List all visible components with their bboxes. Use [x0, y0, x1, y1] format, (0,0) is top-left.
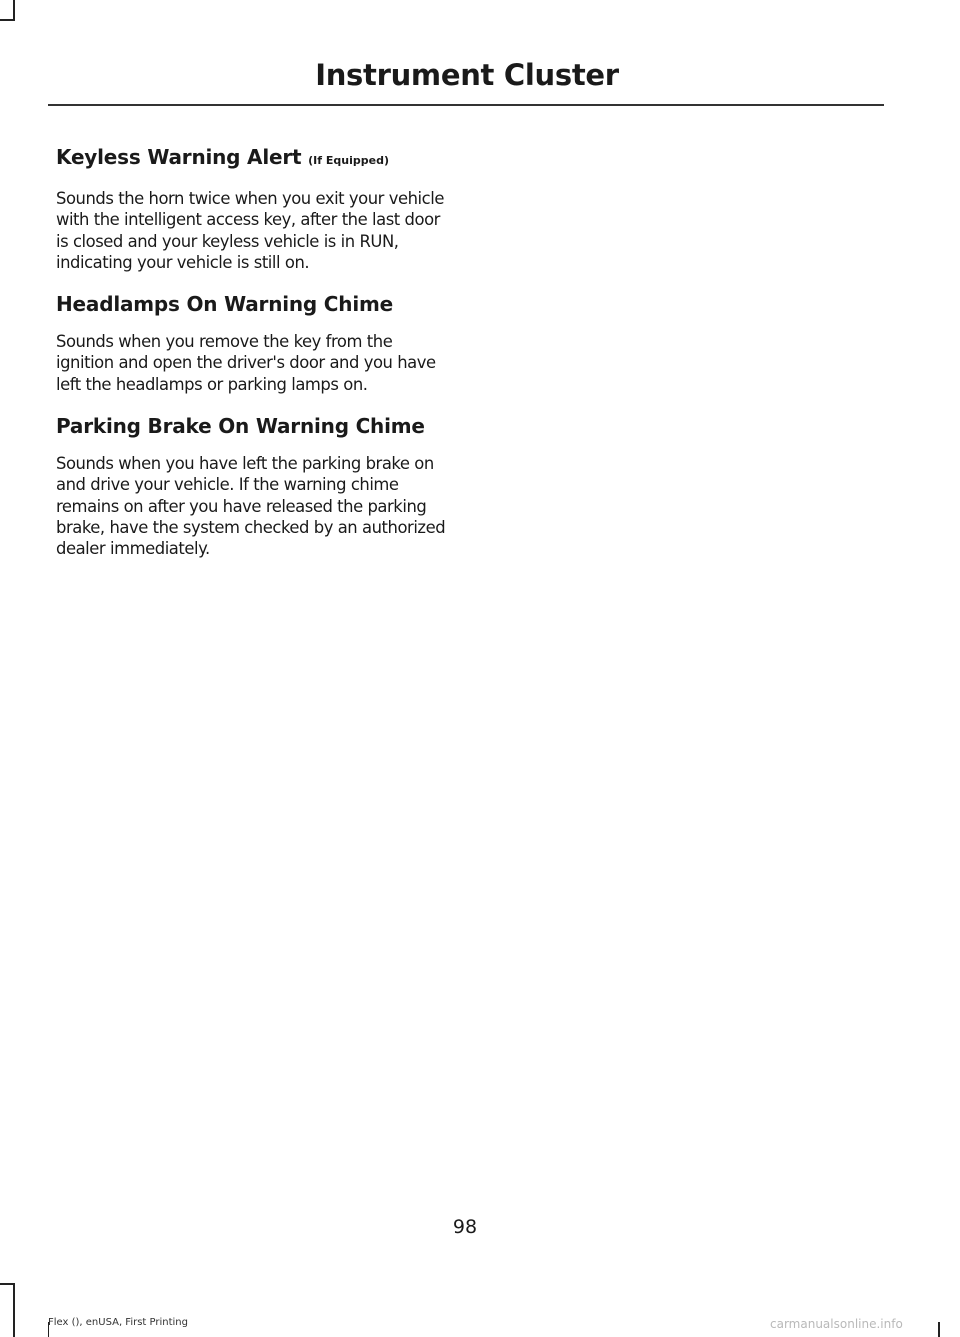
section-heading: Parking Brake On Warning Chime	[56, 414, 425, 439]
crop-mark-bottom-right-vertical	[938, 1322, 940, 1337]
section-heading: Headlamps On Warning Chime	[56, 292, 393, 317]
crop-mark-top-left-horizontal	[0, 19, 15, 21]
section-heading-text: Keyless Warning Alert	[56, 145, 302, 169]
crop-mark-bottom-left-horizontal	[0, 1283, 15, 1285]
crop-mark-bottom-left-vertical	[13, 1283, 15, 1337]
section-parking-brake-on-warning-chime	[56, 411, 448, 559]
page-number: 98	[452, 1216, 478, 1238]
edition-footer: Flex (), enUSA, First Printing	[48, 1317, 188, 1328]
crop-mark-top-left-vertical	[13, 0, 15, 20]
page-title: Instrument Cluster	[315, 58, 619, 92]
section-keyless-warning-alert	[56, 142, 448, 273]
section-heading	[56, 142, 448, 176]
header-divider	[48, 104, 884, 106]
section-heading-qualifier: (If Equipped)	[308, 154, 389, 167]
section-body: Sounds the horn twice when you exit your vehicle with the intelligent access key, after the last door is closed and your keyless vehicle is in RUN, indicating your vehicle is still on.	[56, 189, 444, 272]
section-headlamps-on-warning-chime	[56, 289, 448, 395]
section-body: Sounds when you have left the parking brake on and drive your vehicle. If the warning chime remains on after you have released the parking brake, have the system checked by an authorized dealer immediately.	[56, 454, 446, 559]
watermark: carmanualsonline.info	[770, 1317, 903, 1331]
main-content	[56, 142, 448, 576]
section-body: Sounds when you remove the key from the ignition and open the driver's door and you have left the headlamps or parking lamps on.	[56, 332, 436, 394]
